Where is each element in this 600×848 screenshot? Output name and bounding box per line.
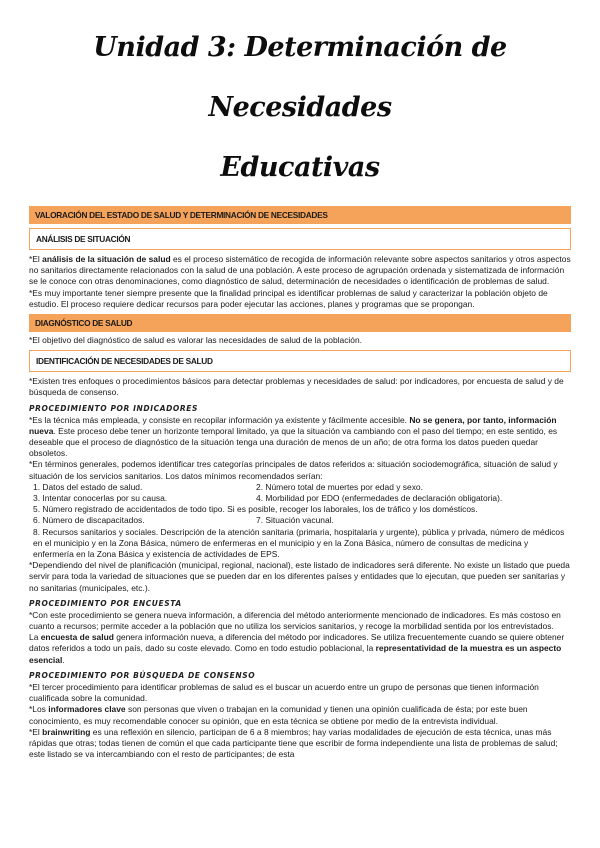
diagnostico-heading: DIAGNÓSTICO DE SALUD — [29, 314, 571, 332]
analisis-paragraph-1: *El análisis de la situación de salud es el proceso sistemático de recogida de información relevante sobre aspectos sanitarios y otros aspectos no sanitarios directamente relacionados con la salud de una población. A este proceso de agrupación ordenada y sistematizada de información se le conoce con otras denominaciones, como diagnóstico de salud, determinación de necesidades o identificación de problemas de salud. — [29, 254, 571, 287]
list-item: 7. Situación vacunal. — [256, 515, 334, 526]
list-item: 6. Número de discapacitados. — [33, 515, 145, 526]
list-item: 3. Intentar conocerlas por su causa. — [33, 493, 168, 504]
document-title-line-1: Unidad 3: Determinación de Necesidades — [93, 32, 507, 123]
diagnostico-paragraph: *El objetivo del diagnóstico de salud es valorar las necesidades de salud de la población. — [29, 335, 363, 346]
analisis-heading: ANÁLISIS DE SITUACIÓN — [29, 228, 571, 250]
main-section-band: VALORACIÓN DEL ESTADO DE SALUD Y DETERMINACIÓN DE NECESIDADES — [29, 206, 571, 224]
list-item: 2. Número total de muertes por edad y sexo. — [256, 481, 423, 492]
list-item: 5. Número registrado de accidentados de todo tipo. Si es posible, recoger los laborales, los de tráfico y los domésticos. — [33, 504, 478, 515]
consenso-paragraph-3: *El brainwriting es una reflexión en silencio, participan de 6 a 8 miembros; hay varias modalidades de ejecución de esta técnica, unas más rápidas que otras; todas tienen de común el que cada participante tiene que escribir de forma independiente una lista de problemas de salud; este listado se va intercambiando con el resto de participantes; de esta — [29, 726, 558, 760]
encuesta-paragraph-2: La encuesta de salud genera información nueva, a diferencia del método por indicadores. Se utiliza frecuentemente cuando se quiere obtener datos referidos a todo un país, dado su coste elevado. Como en todo estudio poblacional, la representatividad de la muestra es un aspecto esencial. — [29, 632, 565, 665]
indicadores-paragraph-1: *Es la técnica más empleada, y consiste en recopilar información ya existente y fácilmente accesible. No se genera, por tanto, información nueva. Este proceso debe tener un horizonte temporal limitado, ya que la situación va cambiando con el paso del tiempo; en este sentido, es deseable que el proceso de diagnóstico de la situación tenga una duración de menos de un año; de otra forma los datos pueden quedar obsoletos. — [29, 414, 558, 459]
identificacion-heading: IDENTIFICACIÓN DE NECESIDADES DE SALUD — [29, 350, 571, 372]
list-item: 1. Datos del estado de salud. — [33, 481, 143, 492]
consenso-subheading: PROCEDIMIENTO POR BÚSQUEDA DE CONSENSO — [29, 670, 256, 680]
list-item: 8. Recursos sanitarios y sociales. Descripción de la atención sanitaria (primaria, hospitalaria y urgente), pública y privada, número de médicos en el municipio y en la Zona Básica, número de enfermeras en el municipio y en la Zona Básica, número de consultas de medicina y enfermería en la Zona Básica y existencia de actividades de EPS. — [33, 526, 565, 560]
analisis-paragraph-2: *Es muy importante tener siempre presente que la finalidad principal es identificar problemas de salud y caracterizar la población objeto de estudio. El proceso requiere dedicar recursos para poder ejecutar las acciones, planes y programas que se propongan. — [29, 287, 548, 309]
consenso-paragraph-2: *Los informadores clave son personas que viven o trabajan en la comunidad y tienen una opinión cualificada de ésta; por este buen conocimiento, es muy recomendable conocer su opinión, que en esta técnica se obtiene por medio de la entrevista individual. — [29, 704, 528, 726]
indicadores-paragraph-2: *En términos generales, podemos identificar tres categorías principales de datos referidos a: situación sociodemográfica, situación de salud y situación de los servicios sanitarios. Los datos mínimos recomendados serían: — [29, 459, 558, 481]
identificacion-paragraph: *Existen tres enfoques o procedimientos básicos para detectar problemas y necesidades de salud: por indicadores, por encuesta de salud y de búsqueda de consenso. — [29, 376, 564, 398]
indicadores-paragraph-3: *Dependiendo del nivel de planificación (municipal, regional, nacional), este listado de indicadores será diferente. No existe un listado que pueda servir para toda la variedad de situaciones que se pueden dar en los diferentes países y entidades que lo ejecutan, que pueden ser sanitarias y no sanitarias (municipales, etc.). — [29, 560, 570, 593]
encuesta-paragraph-1: *Con este procedimiento se genera nueva información, a diferencia del método anteriormente mencionado de indicadores. Es más costoso en cuanto a recursos; permite acceder a la población que no utiliza los servicios sanitarios, y recoge la morbilidad sentida por los entrevistados. — [29, 609, 561, 632]
indicadores-subheading: PROCEDIMIENTO POR INDICADORES — [29, 403, 199, 413]
consenso-paragraph-1: *El tercer procedimiento para identificar problemas de salud es el buscar un acuerdo entre un grupo de personas que tienen información cualificada sobre la comunidad. — [29, 681, 539, 704]
list-item: 4. Morbilidad por EDO (enfermedades de declaración obligatoria). — [256, 493, 503, 504]
indicadores-list — [29, 482, 571, 560]
document-title-line-2: Educativas — [220, 152, 380, 183]
encuesta-subheading: PROCEDIMIENTO POR ENCUESTA — [29, 598, 182, 608]
